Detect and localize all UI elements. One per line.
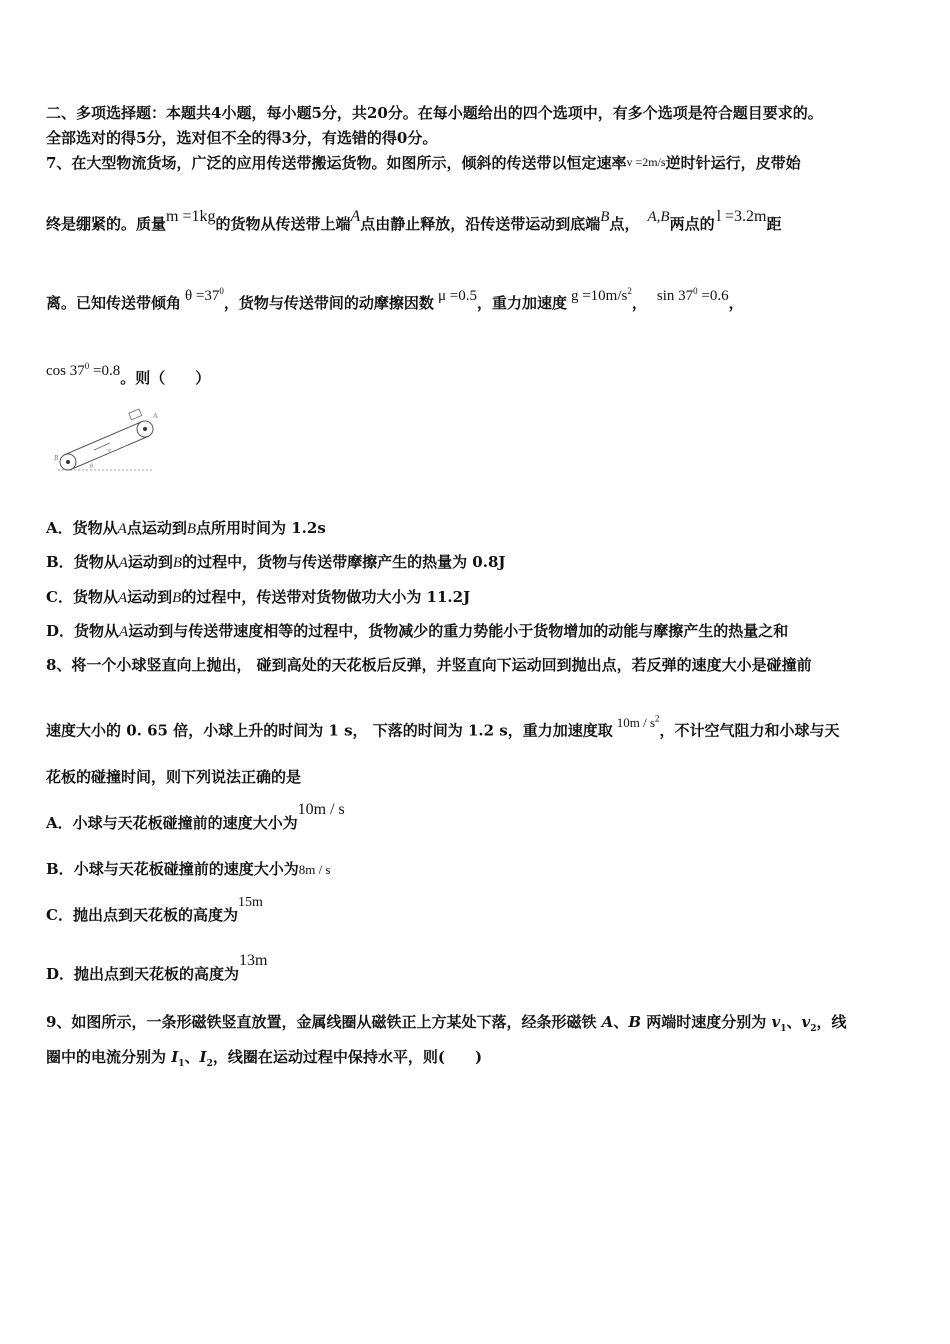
q7-option-b — [46, 552, 505, 573]
q7-text: ，货物与传送带间的动摩擦因数 — [223, 294, 434, 312]
q9-text: ，线 — [816, 1013, 847, 1031]
q7-line-4 — [46, 361, 211, 389]
q9-velocity: v — [801, 1013, 811, 1031]
option-key: A． — [46, 814, 73, 832]
option-text: 的过程中，传送带对货物做功大小为 11.2J — [181, 588, 471, 606]
figure-label-theta: θ — [90, 464, 93, 470]
q7-formula-m: m =1kg — [166, 208, 216, 225]
option-point-a: A — [117, 521, 127, 537]
section-header-line-2: 全部选对的得5分，选对但不全的得3分，有选错的得0分。 — [46, 129, 438, 147]
q9-end-b: B — [628, 1013, 642, 1031]
q7-text: 距 — [766, 215, 782, 233]
degree-sup: 0 — [693, 286, 698, 296]
option-text: 货物从 — [73, 553, 119, 571]
q7-formula-v: v =2m/s — [626, 155, 666, 169]
q7-text: 终是绷紧的。质量 — [46, 215, 167, 233]
square-sup: 2 — [655, 714, 660, 724]
q7-text: ， — [631, 294, 647, 312]
q8-option-a — [46, 801, 345, 834]
option-value: 13m — [239, 952, 268, 969]
conveyor-belt-figure — [50, 408, 165, 478]
q8-line-1: 8、将一个小球竖直向上抛出， 碰到高处的天花板后反弹，并竖直向下运动回到抛出点，若反弹的速度大小是碰撞前 — [46, 656, 812, 674]
q7-points-ab: A,B — [647, 209, 670, 225]
q7-text: 7、在大型物流货场，广泛的应用传送带搬运货物。如图所示，倾斜的传送带以恒定速率 — [46, 154, 627, 172]
option-key: D． — [46, 622, 75, 640]
q9-text: 、 — [613, 1013, 629, 1031]
option-text: 小球与天花板碰撞前的速度大小为 — [72, 814, 298, 832]
q7-text: 的货物从传送带上端 — [215, 215, 351, 233]
subscript: 2 — [206, 1059, 213, 1069]
q9-velocity: v — [771, 1013, 781, 1031]
option-text: 运动到 — [127, 553, 173, 571]
q8-option-d — [46, 952, 268, 985]
bottom-pulley-axle — [66, 460, 70, 464]
degree-sup: 0 — [84, 361, 90, 371]
option-text: 点运动到 — [126, 519, 187, 537]
q8-text: ，不计空气阻力和小球与天 — [659, 721, 840, 740]
option-value: 15m — [237, 895, 263, 910]
q7-line-2 — [46, 208, 782, 235]
q9-text: 、 — [786, 1013, 802, 1031]
option-point-a: A — [118, 555, 128, 571]
q7-formula-theta: θ =37 — [185, 288, 220, 304]
option-text: 运动到 — [127, 588, 173, 606]
q8-line-2 — [46, 714, 840, 741]
q7-text: ， — [728, 294, 744, 312]
option-text: 点所用时间为 1.2s — [196, 519, 326, 537]
option-point-a: A — [119, 624, 129, 640]
q7-point-b: B — [600, 209, 610, 225]
figure-label-b: B — [54, 454, 59, 462]
q9-current: I — [199, 1048, 207, 1066]
option-text: 小球与天花板碰撞前的速度大小为 — [73, 860, 299, 878]
option-point-b: B — [186, 521, 197, 537]
q7-formula-g: g =10m/s — [570, 288, 628, 304]
q7-formula-cos-value: =0.8 — [89, 363, 121, 379]
q7-text: 。则（ ） — [120, 369, 211, 387]
q7-text: 离。已知传送带倾角 — [46, 294, 182, 312]
q9-text: ，线圈在运动过程中保持水平，则( ) — [212, 1048, 483, 1066]
q7-formula-cos: cos 37 — [46, 363, 85, 379]
belt-upper — [64, 422, 141, 455]
option-text: 抛出点到天花板的高度为 — [74, 965, 240, 983]
q7-option-d — [46, 621, 788, 642]
q7-option-c — [46, 587, 470, 608]
q9-text: 、 — [184, 1048, 200, 1066]
subscript: 2 — [810, 1024, 817, 1034]
q7-formula-sin-value: =0.6 — [697, 288, 729, 304]
option-key: C． — [46, 906, 73, 924]
figure-label-a: A — [153, 412, 158, 420]
option-text: 运动到与传送带速度相等的过程中，货物减少的重力势能小于货物增加的动能与摩擦产生的热量之和 — [128, 622, 789, 640]
option-text: 货物从 — [72, 519, 118, 537]
option-key: B． — [46, 553, 74, 571]
q8-formula-g: 10m / s — [616, 715, 656, 731]
square-sup: 2 — [627, 286, 632, 296]
cargo-box — [129, 409, 142, 420]
option-key: A． — [46, 519, 73, 537]
q7-text: 逆时针运行，皮带始 — [665, 154, 801, 172]
option-text: 货物从 — [72, 588, 118, 606]
option-point-b: B — [172, 555, 183, 571]
option-point-b: B — [172, 590, 182, 606]
option-text: 货物从 — [74, 622, 120, 640]
option-value: 8m / s — [298, 862, 331, 877]
subscript: 1 — [178, 1059, 185, 1069]
option-text: 抛出点到天花板的高度为 — [72, 906, 238, 924]
q9-text: 圈中的电流分别为 — [46, 1048, 172, 1066]
q7-formula-mu: μ =0.5 — [437, 288, 477, 304]
q9-line-2 — [46, 1047, 482, 1074]
q7-text: 点， — [609, 215, 640, 233]
option-point-a: A — [117, 590, 128, 606]
q9-text: 两端时速度分别为 — [641, 1013, 772, 1031]
q9-text: 9、如图所示，一条形磁铁竖直放置，金属线圈从磁铁正上方某处下落，经条形磁铁 — [46, 1013, 602, 1031]
q8-option-b — [46, 859, 331, 880]
q7-line-1 — [46, 153, 801, 174]
q7-line-3 — [46, 286, 744, 314]
option-key: C． — [46, 588, 73, 606]
q8-line-3: 花板的碰撞时间，则下列说法正确的是 — [46, 768, 302, 786]
q7-point-a: A — [350, 208, 361, 225]
option-text: 的过程中，货物与传送带摩擦产生的热量为 0.8J — [182, 553, 506, 571]
subscript: 1 — [780, 1024, 787, 1034]
q9-current: I — [171, 1048, 179, 1066]
q9-line-1 — [46, 1012, 846, 1039]
option-key: D． — [46, 965, 75, 983]
section-header-line-1: 二、多项选择题：本题共4小题，每小题5分，共20分。在每小题给出的四个选项中，有多个选项是符合题目要求的。 — [46, 104, 823, 122]
q7-formula-sin: sin 37 — [656, 288, 694, 304]
q9-end-a: A — [601, 1013, 614, 1031]
option-value: 10m / s — [297, 801, 345, 818]
figure-label-v: v — [108, 448, 111, 454]
q8-text: 速度大小的 0. 65 倍，小球上升的时间为 1 s， 下落的时间为 1.2 s，重力加速度取 — [46, 721, 613, 740]
top-pulley-axle — [143, 427, 147, 431]
q7-formula-l: l =3.2m — [716, 208, 767, 225]
q7-option-a — [46, 518, 326, 539]
q8-option-c — [46, 895, 263, 927]
q7-text: 点由静止释放，沿传送带运动到底端 — [360, 215, 601, 233]
q7-text: ，重力加速度 — [476, 294, 567, 312]
q7-text: 两点的 — [669, 215, 715, 233]
degree-sup: 0 — [219, 286, 224, 296]
option-key: B． — [46, 860, 74, 878]
